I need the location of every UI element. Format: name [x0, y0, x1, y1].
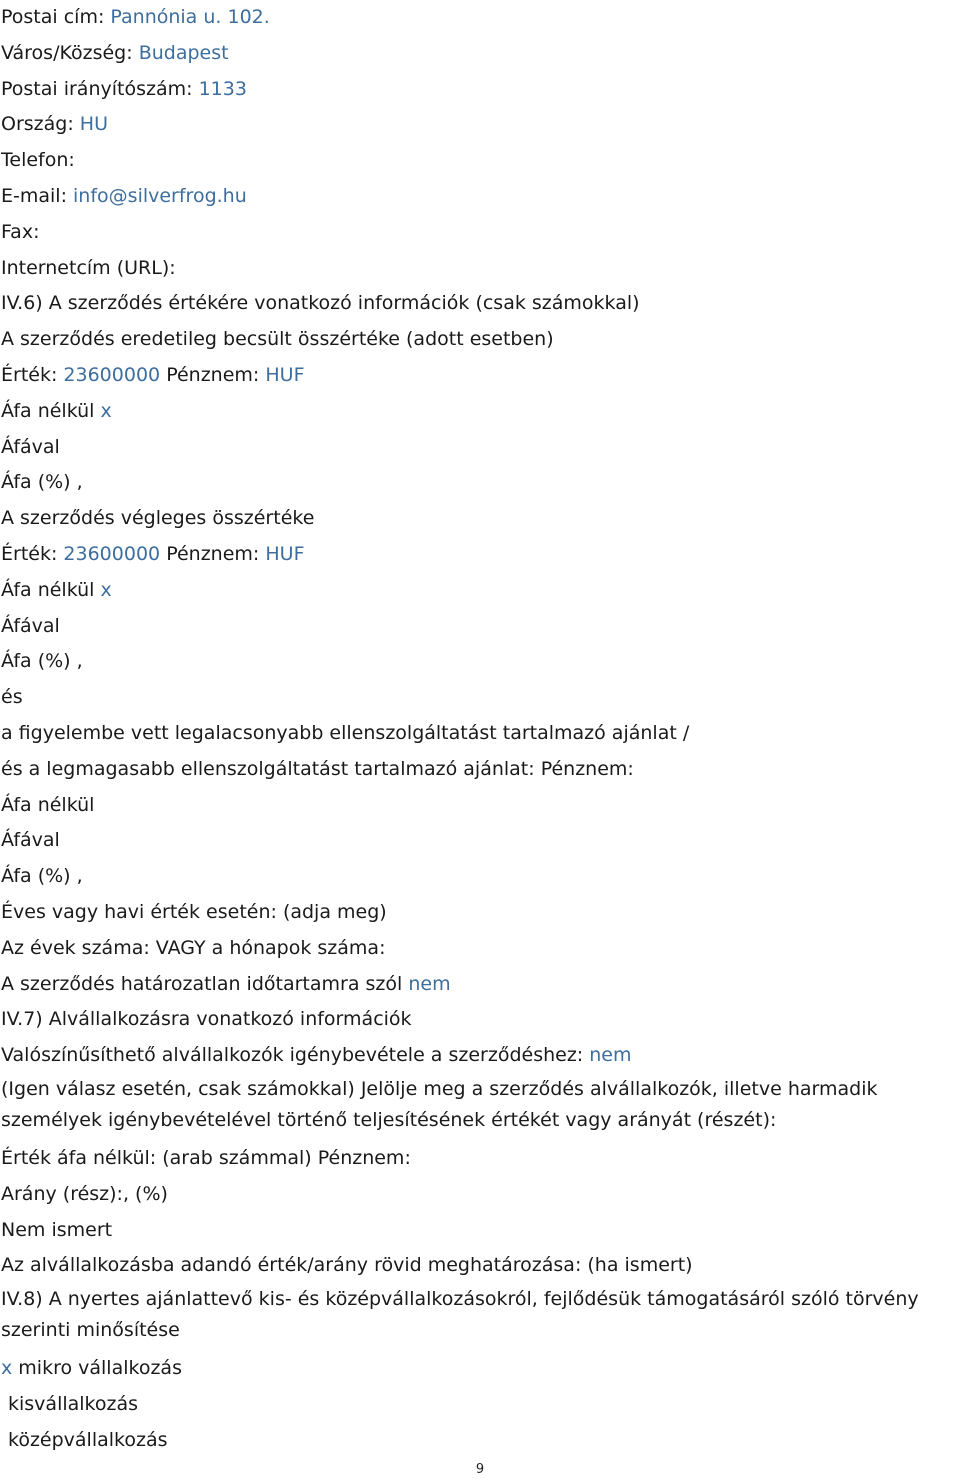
estimated-heading: A szerződés eredetileg becsült összértéke (adott esetben) — [1, 328, 554, 351]
offer-vat-rate-line: Áfa (%) , — [1, 865, 83, 888]
subcontract-short-desc-line: Az alvállalkozásba adandó érték/arány rövid meghatározása: (ha ismert) — [1, 1254, 693, 1277]
zip-line: Postai irányítószám: 1133 — [1, 77, 247, 100]
final-currency: HUF — [265, 542, 305, 565]
final-value-line: Érték: 23600000 Pénznem: HUF — [1, 542, 305, 565]
estimated-vat-excl-mark: x — [100, 399, 112, 422]
final-vat-excl-line: Áfa nélkül x — [1, 578, 112, 601]
section-iv6-heading: IV.6) A szerződés értékére vonatkozó információk (csak számokkal) — [1, 292, 640, 315]
country-value: HU — [79, 113, 108, 136]
section-iv8-heading-line1: IV.8) A nyertes ajánlattevő kis- és középvállalkozásokról, fejlődésük támogatásáról szóló törvény — [1, 1288, 919, 1311]
fax-line: Fax: — [1, 220, 40, 243]
indefinite-value: nem — [408, 972, 451, 995]
country-line: Ország: HU — [1, 113, 108, 136]
section-iv8-heading-line2: szerinti minősítése — [1, 1319, 180, 1342]
street-value: Pannónia u. 102. — [110, 6, 270, 28]
street-line: Postai cím: Pannónia u. 102. — [1, 6, 270, 28]
and-line: és — [1, 686, 23, 709]
subcontract-unknown-line: Nem ismert — [1, 1218, 113, 1241]
estimated-vat-incl-line: Áfával — [1, 435, 60, 458]
city-line: Város/Község: Budapest — [1, 41, 229, 64]
final-heading: A szerződés végleges összértéke — [1, 507, 315, 530]
indefinite-line: A szerződés határozatlan időtartamra szól nem — [1, 972, 451, 995]
phone-line: Telefon: — [1, 149, 75, 172]
offer-vat-incl-line: Áfával — [1, 829, 60, 852]
medium-enterprise-line: középvállalkozás — [8, 1428, 168, 1451]
small-enterprise-line: kisvállalkozás — [8, 1392, 139, 1415]
page-number: 9 — [475, 1462, 485, 1477]
subcontract-instruction-line1: (Igen válasz esetén, csak számokkal) Jelölje meg a szerződés alvállalkozók, illetve harmadik — [1, 1077, 878, 1100]
micro-enterprise-line: x mikro vállalkozás — [1, 1357, 182, 1380]
offer-vat-excl-line: Áfa nélkül — [1, 793, 95, 816]
estimated-value-line: Érték: 23600000 Pénznem: HUF — [1, 363, 305, 386]
url-line: Internetcím (URL): — [1, 256, 176, 279]
yearly-monthly-line: Éves vagy havi érték esetén: (adja meg) — [1, 900, 387, 923]
subcontract-instruction-line2: személyek igénybevételével történő teljesítésének értékét vagy arányát (részét): — [1, 1108, 777, 1131]
document-body — [1, 0, 959, 1458]
section-iv7-heading: IV.7) Alvállalkozásra vonatkozó információk — [1, 1008, 412, 1031]
estimated-value: 23600000 — [63, 363, 161, 386]
subcontract-likely-value: nem — [589, 1044, 632, 1067]
highest-offer-line: és a legmagasabb ellenszolgáltatást tartalmazó ajánlat: Pénznem: — [1, 757, 634, 780]
estimated-vat-rate-line: Áfa (%) , — [1, 471, 83, 494]
subcontract-ratio-line: Arány (rész):, (%) — [1, 1182, 168, 1205]
final-vat-rate-line: Áfa (%) , — [1, 650, 83, 673]
estimated-currency: HUF — [265, 363, 305, 386]
city-value: Budapest — [138, 41, 229, 64]
final-vat-incl-line: Áfával — [1, 614, 60, 637]
micro-enterprise-mark: x — [1, 1357, 13, 1380]
final-value: 23600000 — [63, 542, 161, 565]
years-months-line: Az évek száma: VAGY a hónapok száma: — [1, 936, 386, 959]
email-value: info@silverfrog.hu — [73, 184, 247, 207]
lowest-offer-line: a figyelembe vett legalacsonyabb ellenszolgáltatást tartalmazó ajánlat / — [1, 721, 690, 744]
final-vat-excl-mark: x — [100, 578, 112, 601]
zip-value: 1133 — [198, 77, 247, 100]
subcontract-value-line: Érték áfa nélkül: (arab számmal) Pénznem: — [1, 1146, 411, 1169]
email-line: E-mail: info@silverfrog.hu — [1, 184, 247, 207]
subcontract-likely-line: Valószínűsíthető alvállalkozók igénybevétele a szerződéshez: nem — [1, 1044, 632, 1067]
estimated-vat-excl-line: Áfa nélkül x — [1, 399, 112, 422]
